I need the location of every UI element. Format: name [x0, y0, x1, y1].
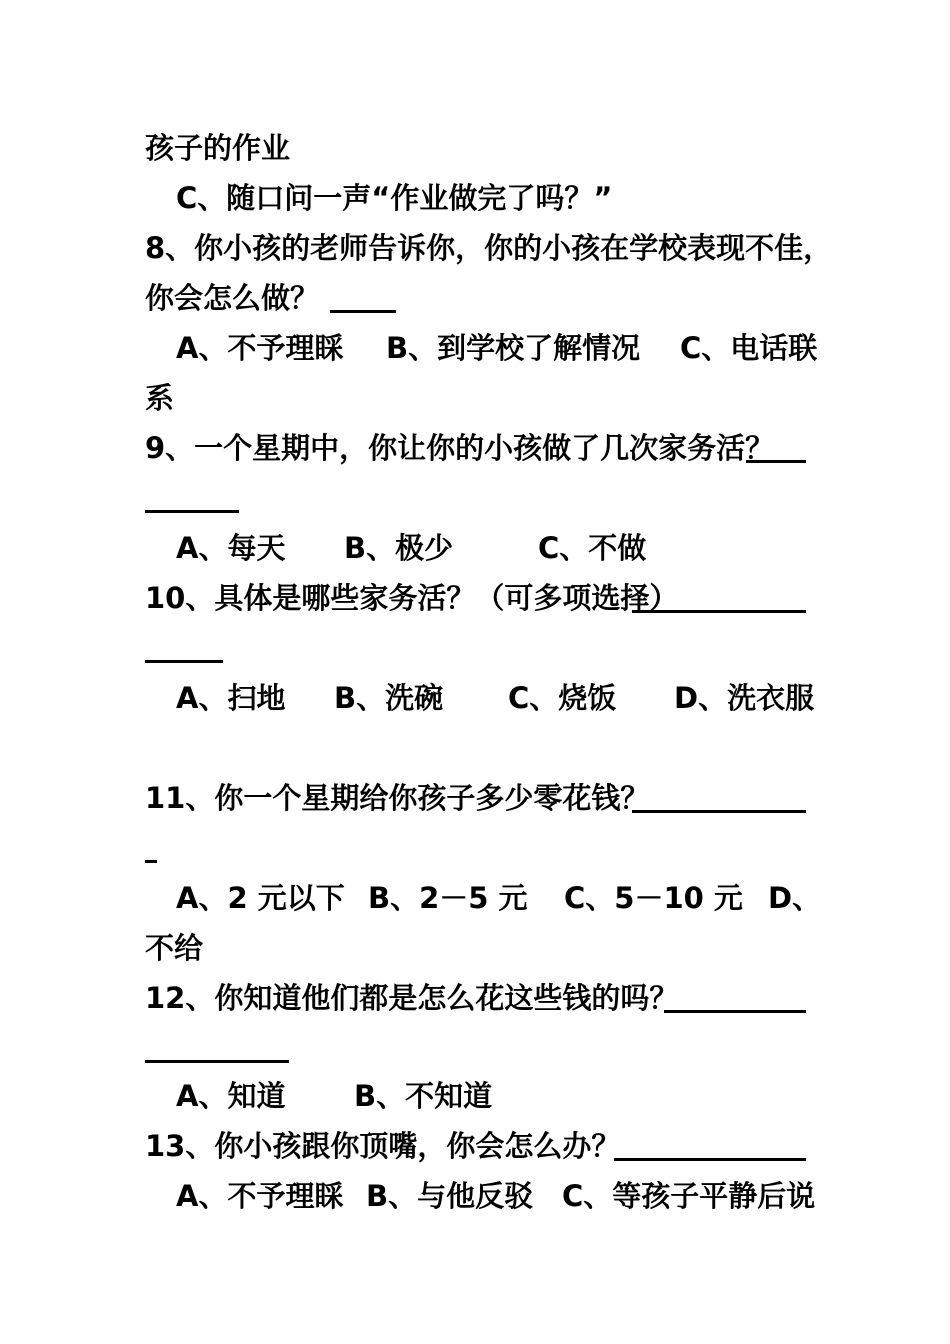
q11-answer-blank: [632, 810, 806, 813]
q11-answer-blank-cont: [145, 860, 157, 863]
q11-option-a: A、2 元以下: [176, 881, 345, 915]
q10-answer-blank: [632, 610, 806, 613]
q12-option-a: A、知道: [176, 1079, 286, 1113]
q7-option-c: C、随口问一声“作业做完了吗？”: [176, 181, 613, 215]
q9-answer-blank-cont: [145, 510, 239, 513]
question-8-text: 8、你小孩的老师告诉你，你的小孩在学校表现不佳，: [145, 231, 833, 265]
q8-option-c: C、电话联: [680, 331, 818, 365]
q11-option-c: C、5－10 元: [564, 881, 743, 915]
question-8-text-cont: 你会怎么做？: [145, 281, 320, 315]
q8-option-b: B、到学校了解情况: [386, 331, 641, 365]
question-13-text: 13、你小孩跟你顶嘴，你会怎么办？: [145, 1129, 621, 1163]
q9-answer-blank: [746, 460, 806, 463]
q10-answer-blank-cont: [145, 660, 223, 663]
question-12-text: 12、你知道他们都是怎么花这些钱的吗？: [145, 981, 679, 1015]
q10-option-c: C、烧饭: [508, 681, 617, 715]
q9-option-c: C、不做: [538, 531, 647, 565]
q11-option-b: B、2－5 元: [368, 881, 528, 915]
q12-answer-blank-cont: [145, 1060, 289, 1063]
q11-option-d-cont: 不给: [145, 931, 204, 965]
q8-answer-blank: [330, 310, 396, 313]
q13-option-b: B、与他反驳: [366, 1179, 534, 1213]
q13-option-c: C、等孩子平静后说: [562, 1179, 816, 1213]
q12-option-b: B、不知道: [354, 1079, 493, 1113]
q10-option-b: B、洗碗: [334, 681, 444, 715]
q8-option-a: A、不予理睬: [176, 331, 344, 365]
question-10-text: 10、具体是哪些家务活？（可多项选择）: [145, 581, 679, 615]
q8-option-c-cont: 系: [145, 381, 175, 415]
question-11-text: 11、你一个星期给你孩子多少零花钱？: [145, 781, 650, 815]
question-9-text: 9、一个星期中，你让你的小孩做了几次家务活？: [145, 431, 775, 465]
q12-answer-blank: [664, 1010, 806, 1013]
q13-option-a: A、不予理睬: [176, 1179, 344, 1213]
q10-option-a: A、扫地: [176, 681, 286, 715]
q13-answer-blank: [614, 1158, 806, 1161]
q10-option-d: D、洗衣服: [674, 681, 815, 715]
q9-option-a: A、每天: [176, 531, 286, 565]
q11-option-d: D、: [768, 881, 822, 915]
q9-option-b: B、极少: [344, 531, 454, 565]
question-7-continuation: 孩子的作业: [145, 131, 291, 165]
